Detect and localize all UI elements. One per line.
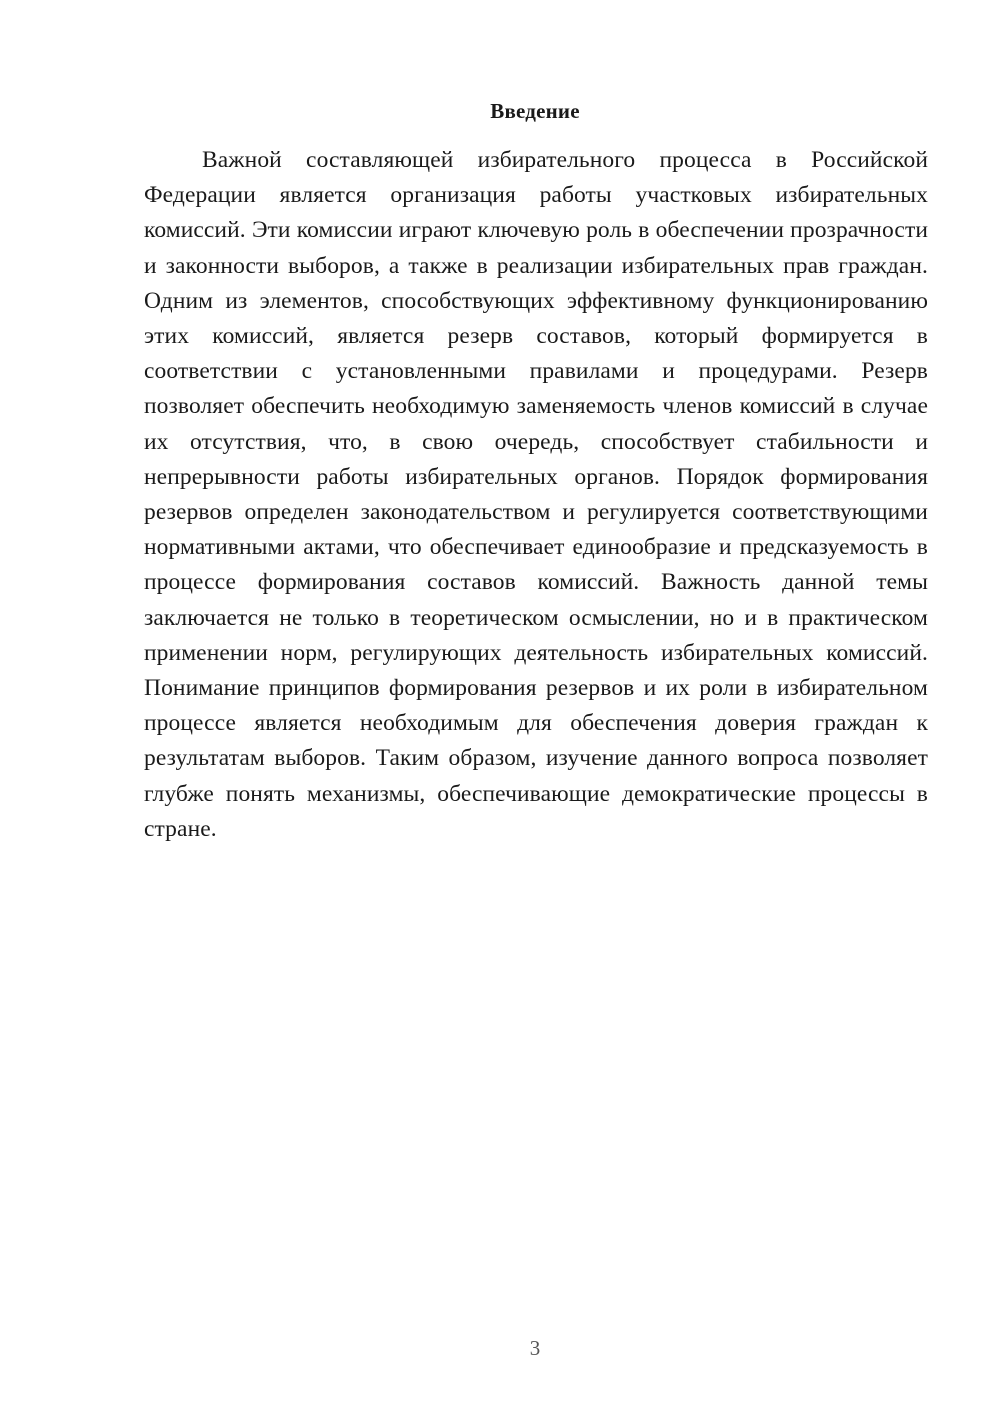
section-heading: Введение bbox=[490, 99, 580, 123]
page-number: 3 bbox=[529, 1336, 541, 1360]
body-paragraph: Важной составляющей избирательного процесса в Российской Федерации является организация работы участковых избирательных комиссий. Эти комиссии играют ключевую роль в обеспечении прозрачности и законности выборов, а также в реализации избирательных прав граждан. Одним из элементов, способствующих эффективному функционированию этих комиссий, является резерв составов, который формируется в соответствии с установленными правилами и процедурами. Резерв позволяет обеспечить необходимую заменяемость членов комиссий в случае их отсутствия, что, в свою очередь, способствует стабильности и непрерывности работы избирательных органов. Порядок формирования резервов определен законодательством и регулируется соответствующими нормативными актами, что обеспечивает единообразие и предсказуемость в процессе формирования составов комиссий. Важность данной темы заключается не только в теоретическом осмыслении, но и в практическом применении норм, регулирующих деятельность избирательных комиссий. Понимание принципов формирования резервов и их роли в избирательном процессе является необходимым для обеспечения доверия граждан к результатам выборов. Таким образом, изучение данного вопроса позволяет глубже понять механизмы, обеспечивающие демократические процессы в стране. bbox=[144, 147, 928, 842]
